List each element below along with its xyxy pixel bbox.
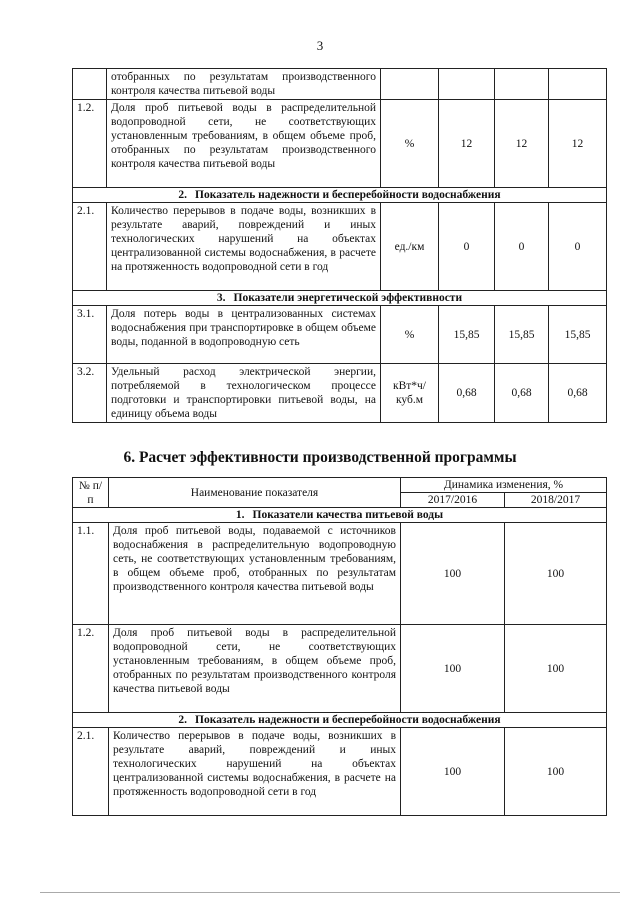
value-cell [549,69,607,100]
dynamics-value: 100 [401,523,505,625]
row-number [73,69,107,100]
header-year-2017: 2017/2016 [401,493,505,508]
value-cell: 0 [495,203,549,291]
section-header: 2. Показатель надежности и бесперебойности водоснабжения [73,713,607,728]
section-header-row [73,713,607,728]
value-cell: 12 [549,100,607,188]
row-number: 2.1. [73,203,107,291]
header-indicator-name: Наименование показателя [109,478,401,508]
value-cell: 15,85 [495,306,549,364]
header-number: № п/п [73,478,109,508]
row-number: 1.2. [73,100,107,188]
indicator-name: Количество перерывов в подаче воды, возникших в результате аварий, повреждений и иных технологических нарушений на объектах централизованной системы водоснабжения, в расчете на протяженность водопроводной сети в год [109,728,401,816]
table-row [73,728,607,816]
section-header-row [73,291,607,306]
unit-cell [381,69,439,100]
row-number: 1.1. [73,523,109,625]
value-cell: 0 [549,203,607,291]
row-number: 2.1. [73,728,109,816]
value-cell [495,69,549,100]
unit-cell: кВт*ч/куб.м [381,364,439,423]
unit-cell: ед./км [381,203,439,291]
indicator-name: Доля проб питьевой воды в распределительной водопроводной сети, не соответствующих установленным требованиям, в общем объеме проб, отобранных по результатам производственного контроля качества питьевой воды [107,100,381,188]
table-row [73,625,607,713]
section-header-row [73,508,607,523]
section-header-row [73,188,607,203]
value-cell [439,69,495,100]
value-cell: 12 [495,100,549,188]
dynamics-value: 100 [401,728,505,816]
indicator-name: Доля потерь воды в централизованных системах водоснабжения при транспортировке в общем объеме воды, поданной в водопроводную сеть [107,306,381,364]
indicator-name: Доля проб питьевой воды в распределительной водопроводной сети, не соответствующих установленным требованиям, в общем объеме проб, отобранных по результатам производственного контроля качества питьевой воды [109,625,401,713]
page-number: 3 [316,38,324,53]
value-cell: 0,68 [439,364,495,423]
dynamics-value: 100 [401,625,505,713]
section-header: 3. Показатели энергетической эффективности [73,291,607,306]
header-year-2018: 2018/2017 [505,493,607,508]
dynamics-value: 100 [505,625,607,713]
row-number: 3.1. [73,306,107,364]
table-row [73,306,607,364]
value-cell: 15,85 [439,306,495,364]
indicators-table [72,68,607,423]
value-cell: 0,68 [495,364,549,423]
row-number: 3.2. [73,364,107,423]
table-row [73,523,607,625]
bottom-divider [40,892,620,893]
indicator-name: Удельный расход электрической энергии, потребляемой в технологическом процессе подготовки и транспортировки питьевой воды, на единицу объема воды [107,364,381,423]
indicator-name: отобранных по результатам производственного контроля качества питьевой воды [107,69,381,100]
indicator-name: Количество перерывов в подаче воды, возникших в результате аварий, повреждений и иных технологических нарушений на объектах централизованной системы водоснабжения, в расчете на протяженность водопроводной сети в год [107,203,381,291]
row-number: 1.2. [73,625,109,713]
header-dynamics: Динамика изменения, % [401,478,607,493]
value-cell: 0,68 [549,364,607,423]
table-row [73,100,607,188]
table-row [73,203,607,291]
dynamics-value: 100 [505,728,607,816]
header-row [73,478,607,493]
dynamics-value: 100 [505,523,607,625]
indicator-name: Доля проб питьевой воды, подаваемой с источников водоснабжения в распределительную водопроводную сеть, не соответствующих установленным требованиям, в общем объеме проб, отобранных по результатам производственного контроля качества питьевой воды [109,523,401,625]
unit-cell: % [381,306,439,364]
efficiency-table [72,477,607,816]
section-header: 1. Показатели качества питьевой воды [73,508,607,523]
value-cell: 0 [439,203,495,291]
table-row [73,364,607,423]
value-cell: 15,85 [549,306,607,364]
section-title: 6. Расчет эффективности производственной программы [123,449,517,466]
section-header: 2. Показатель надежности и бесперебойности водоснабжения [73,188,607,203]
table-row [73,69,607,100]
value-cell: 12 [439,100,495,188]
unit-cell: % [381,100,439,188]
